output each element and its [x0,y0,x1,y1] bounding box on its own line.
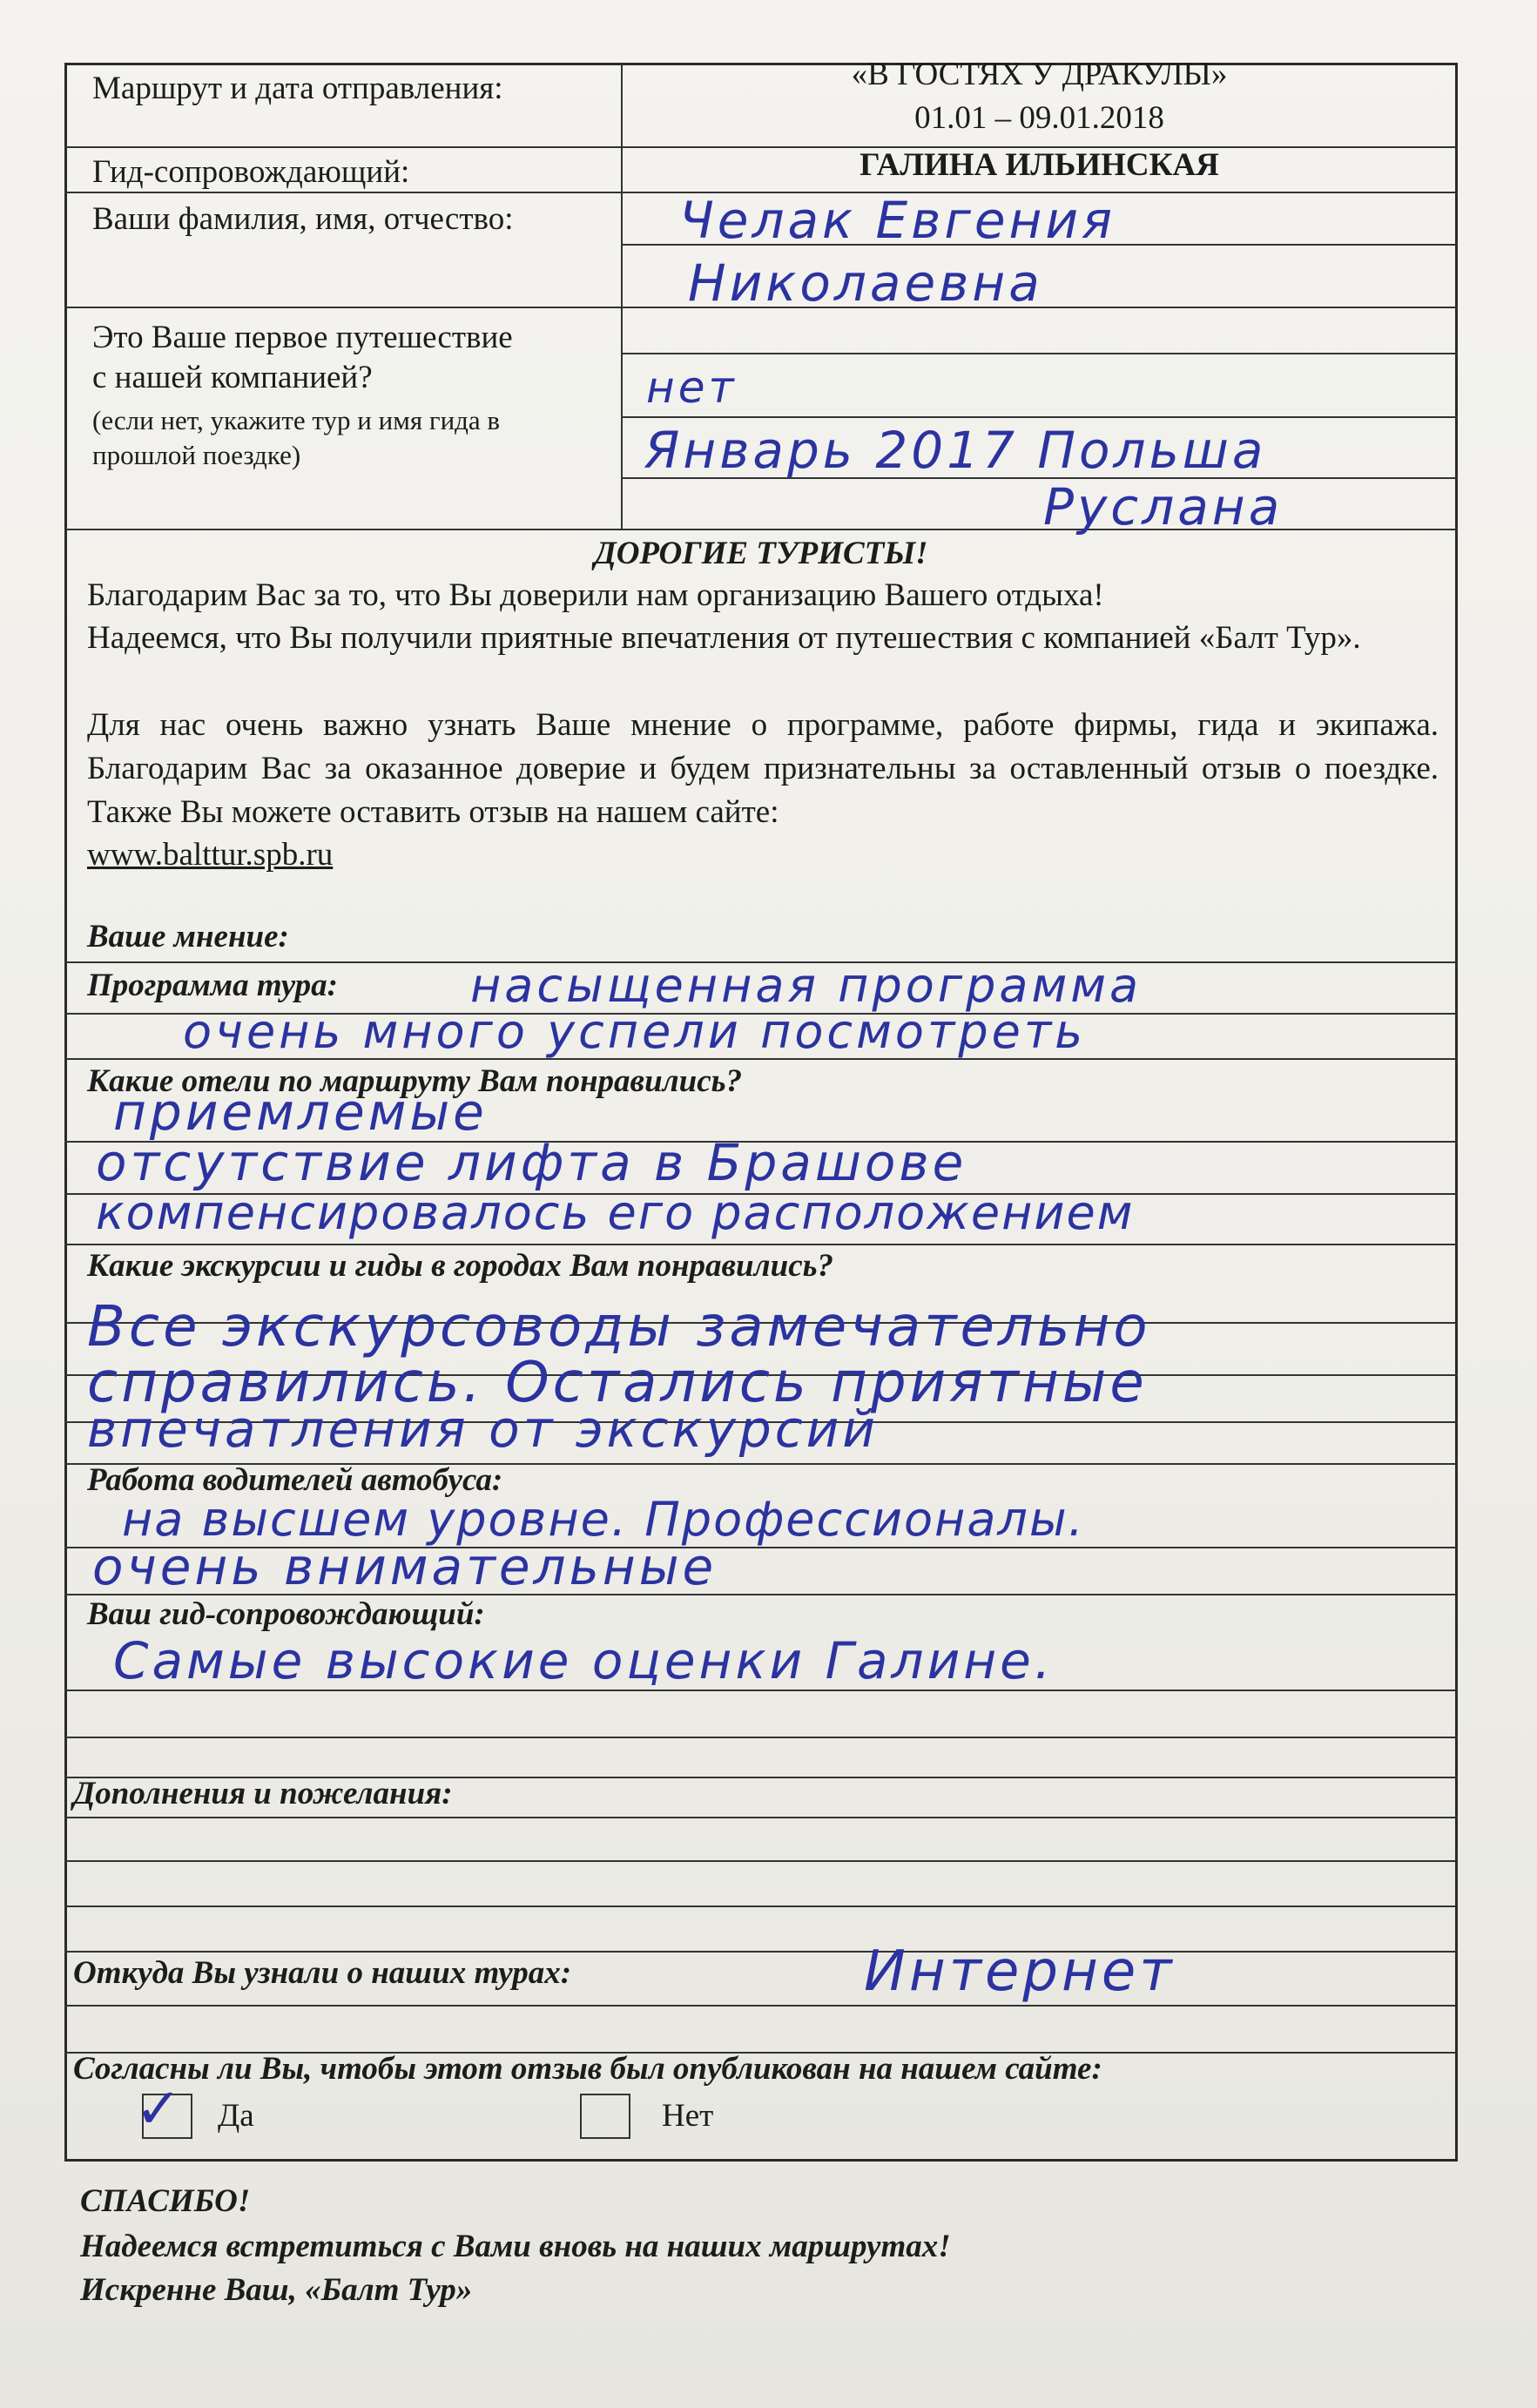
program-label: Программа тура: [87,968,338,1003]
excursions-answer-2: справились. Остались приятные [87,1351,1148,1415]
intro-paragraph-2: Для нас очень важно узнать Ваше мнение о программе, работе фирмы, гида и экипажа. Благодарим Вас за оказанное доверие и будем признательны за оставленный отзыв о поездке. Также Вы можете оставить отзыв на нашем сайте: [87,707,1439,830]
fio-label: Ваши фамилия, имя, отчество: [92,201,514,237]
additions-label: Дополнения и пожелания: [73,1776,453,1811]
hotels-answer-1: приемлемые [113,1083,488,1142]
source-answer-handwriting: Интернет [864,1939,1176,2004]
drivers-label: Работа водителей автобуса: [87,1462,503,1498]
rule [64,1737,1458,1738]
consent-label: Согласны ли Вы, чтобы этот отзыв был опубликован на нашем сайте: [73,2051,1102,2087]
route-dates: 01.01 – 09.01.2018 [914,100,1164,136]
consent-yes-label: Да [218,2098,254,2134]
route-name: «В ГОСТЯХ У ДРАКУЛЫ» [851,57,1228,92]
rule [64,2005,1458,2007]
rule [64,1594,1458,1595]
footer-hope: Надеемся встретиться с Вами вновь на наших маршрутах! [80,2229,951,2264]
rule [64,1905,1458,1907]
footer-thanks: СПАСИБО! [80,2183,251,2219]
guide-name: ГАЛИНА ИЛЬИНСКАЯ [860,147,1219,183]
route-label: Маршрут и дата отправления: [92,71,503,106]
first-trip-label-1: Это Ваше первое путешествие [92,320,513,355]
program-answer-1: насыщенная программа [470,958,1143,1013]
guide-opinion-answer: Самые высокие оценки Галине. [113,1631,1055,1690]
drivers-answer-1: на высшем уровне. Профессионалы. [122,1492,1085,1547]
first-trip-label-2: с нашей компанией? [92,360,373,395]
prev-tour-handwriting: Январь 2017 Польша [644,421,1267,480]
intro-heading: ДОРОГИЕ ТУРИСТЫ! [594,536,928,571]
guide-label: Гид-сопровождающий: [92,154,410,190]
prev-guide-handwriting: Руслана [1043,477,1284,536]
first-trip-hint-1: (если нет, укажите тур и имя гида в [92,405,501,435]
rule [64,1951,1458,1953]
checkmark-icon: ✓ [135,2077,182,2142]
footer-signature: Искренне Ваш, «Балт Тур» [80,2272,473,2308]
rule [621,416,1458,418]
source-label: Откуда Вы узнали о наших турах: [73,1955,572,1991]
excursions-label: Какие экскурсии и гиды в городах Вам понравились? [87,1248,834,1284]
drivers-answer-2: очень внимательные [92,1537,718,1596]
first-trip-answer-handwriting: нет [646,362,738,413]
intro-paragraph-1: Надеемся, что Вы получили приятные впечатления от путешествия с компанией «Балт Тур». [87,620,1361,656]
excursions-answer-1: Все экскурсоводы замечательно [87,1295,1151,1359]
website-link[interactable]: www.balttur.spb.ru [87,837,334,873]
rule [64,1860,1458,1862]
hotels-label: Какие отели по маршруту Вам понравились? [87,1063,743,1099]
rule [64,1817,1458,1818]
rule [621,353,1458,354]
program-answer-2: очень много успели посмотреть [183,1004,1087,1059]
guide-opinion-label: Ваш гид-сопровождающий: [87,1596,485,1632]
first-trip-hint-2: прошлой поездке) [92,440,301,470]
fio-line2-handwriting: Николаевна [688,253,1043,313]
rule [64,1244,1458,1245]
rule [64,1058,1458,1060]
opinion-heading: Ваше мнение: [87,919,289,954]
intro-line1: Благодарим Вас за то, что Вы доверили нам организацию Вашего отдыха! [87,577,1104,613]
consent-no-label: Нет [662,2098,714,2134]
hotels-answer-3: компенсировалось его расположением [96,1185,1135,1240]
fio-line1-handwriting: Челак Евгения [679,191,1116,250]
excursions-answer-3: впечатления от экскурсий [87,1400,879,1459]
rule [64,1690,1458,1691]
consent-no-checkbox[interactable] [580,2094,630,2139]
hotels-answer-2: отсутствие лифта в Брашове [96,1133,967,1192]
